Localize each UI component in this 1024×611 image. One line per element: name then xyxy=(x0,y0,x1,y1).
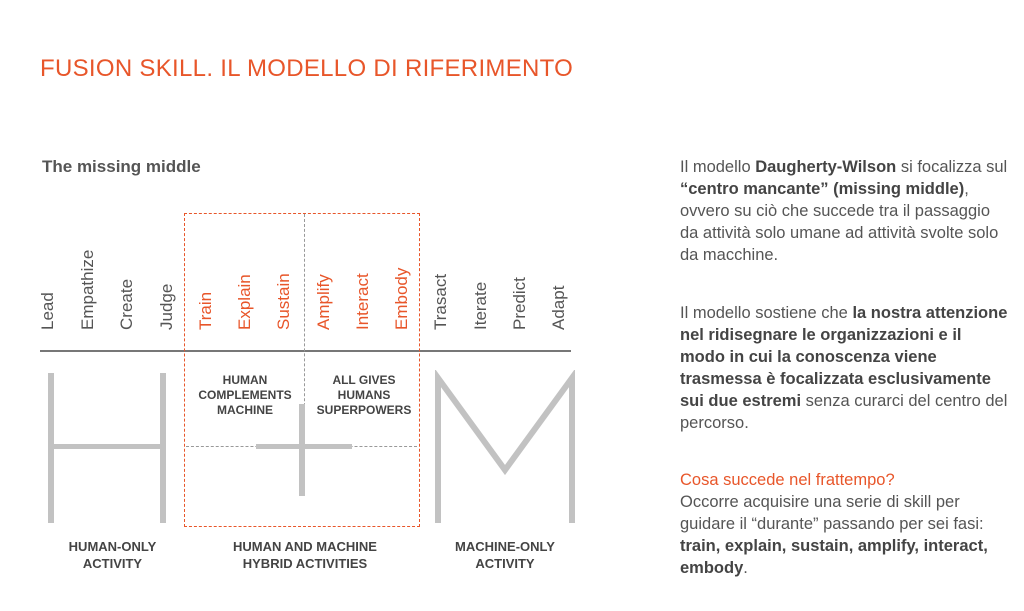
text-bold: la nostra attenzione nel ridisegnare le organizzazioni e il modo in cui la conoscenza viene trasmessa è focalizzata esclusivamente sui due estremi xyxy=(680,304,1008,410)
word-iterate: Iterate xyxy=(471,281,490,330)
label-line: MACHINE-ONLY xyxy=(455,539,555,554)
text-run: Il modello sostiene che xyxy=(680,304,853,322)
label-line: HUMAN xyxy=(222,373,268,387)
paragraph-heading: Cosa succede nel frattempo? xyxy=(680,471,895,489)
text-bold: train, explain, sustain, amplify, interact, embody xyxy=(680,537,988,577)
page-title: FUSION SKILL. IL MODELLO DI RIFERIMENTO xyxy=(40,55,574,82)
label-line: ALL GIVES xyxy=(332,373,396,387)
word-judge: Judge xyxy=(157,283,176,330)
label-hybrid-activities xyxy=(195,538,415,572)
word-amplify: Amplify xyxy=(314,274,333,330)
word-adapt: Adapt xyxy=(549,285,568,330)
label-line: HYBRID ACTIVITIES xyxy=(242,556,368,571)
text-run: Il modello xyxy=(680,158,756,176)
label-line: HUMAN AND MACHINE xyxy=(233,539,377,554)
label-line: MACHINE xyxy=(217,403,273,417)
label-line: HUMANS xyxy=(337,388,391,402)
label-line: SUPERPOWERS xyxy=(316,403,412,417)
paragraph-model-intro xyxy=(680,156,1010,266)
text-bold: Daugherty-Wilson xyxy=(755,158,897,176)
label-line: ACTIVITY xyxy=(82,556,143,571)
label-all-gives-humans-superpowers xyxy=(308,373,420,418)
word-train: Train xyxy=(196,291,215,330)
text-run: , ovvero su ciò che succede tra il passaggio da attività solo umane ad attività svolte solo da macchine. xyxy=(680,180,999,264)
label-line: COMPLEMENTS xyxy=(198,388,292,402)
h-crossbar xyxy=(48,444,166,449)
word-explain: Explain xyxy=(235,274,254,330)
word-empathize: Empathize xyxy=(78,249,97,330)
word-trasact: Trasact xyxy=(431,273,450,330)
diagram-subtitle: The missing middle xyxy=(42,157,201,176)
label-line: HUMAN-ONLY xyxy=(68,539,157,554)
text-run: . xyxy=(743,559,748,577)
word-predict: Predict xyxy=(510,277,529,330)
label-line: ACTIVITY xyxy=(475,556,535,571)
text-bold: “centro mancante” (missing middle) xyxy=(680,180,965,198)
word-lead: Lead xyxy=(38,292,57,330)
text-run: si focalizza sul xyxy=(896,158,1008,176)
word-interact: Interact xyxy=(353,273,372,330)
label-machine-only-activity xyxy=(430,538,580,572)
paragraph-meanwhile xyxy=(680,469,1010,579)
word-embody: Embody xyxy=(392,267,411,330)
paragraph-model-claim xyxy=(680,302,1010,434)
word-sustain: Sustain xyxy=(274,273,293,330)
text-run: senza curarci del centro del percorso. xyxy=(680,392,1008,432)
m-letter-shape xyxy=(430,370,580,530)
word-create: Create xyxy=(117,278,136,330)
plus-horizontal xyxy=(256,444,352,449)
text-run: Occorre acquisire una serie di skill per guidare il “durante” passando per sei fasi: xyxy=(680,493,984,533)
label-human-complements-machine xyxy=(190,373,300,418)
label-human-only-activity xyxy=(40,538,185,572)
